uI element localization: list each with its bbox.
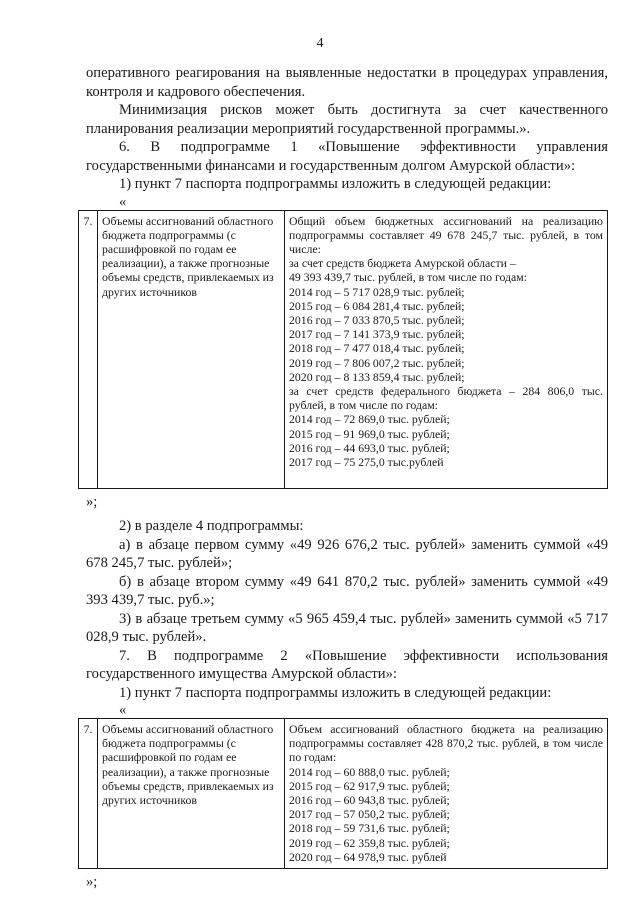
funding-year-line: 2020 год – 8 133 859,4 тыс. рублей; [289, 369, 465, 384]
funding-year-line: 2019 год – 62 359,8 тыс. рублей; [289, 835, 450, 850]
paragraph: оперативного реагирования на выявленные недостатки в процедурах управления, контроля и кадрового обеспечения. [86, 65, 608, 100]
paragraph: Минимизация рисков может быть достигнута за счет качественного планирования реализации мероприятий государственной программы.». [86, 102, 608, 137]
opening-quote: « [119, 702, 127, 718]
funding-year-line: 2016 год – 44 693,0 тыс. рублей; [289, 440, 450, 455]
federal-funding-heading: за счет средств федерального бюджета – 284 806,0 тыс. рублей, в том числе по годам: [289, 383, 603, 413]
page-number: 4 [316, 36, 324, 51]
paragraph: 3) в абзаце третьем сумму «5 965 459,4 тыс. рублей» заменить суммой «5 717 028,9 тыс. рублей». [86, 610, 608, 645]
row-label: Объемы ассигнований областного бюджета подпрограммы (с расшифровкой по годам ее реализации), а также прогнозные объемы средств, привлекаемых из других источников [98, 719, 285, 869]
funding-year-line: 2014 год – 5 717 028,9 тыс. рублей; [289, 284, 465, 299]
funding-year-line: 2016 год – 7 033 870,5 тыс. рублей; [289, 312, 465, 327]
funding-year-line: 2019 год – 7 806 007,2 тыс. рублей; [289, 355, 465, 370]
regional-funding-heading: за счет средств бюджета Амурской области – [289, 256, 516, 271]
funding-year-line: 2015 год – 91 969,0 тыс. рублей; [289, 426, 450, 441]
paragraph: а) в абзаце первом сумму «49 926 676,2 тыс. рублей» заменить суммой «49 678 245,7 тыс. рублей»; [86, 536, 608, 571]
closing-quote: »; [86, 493, 98, 510]
opening-quote: « [119, 193, 127, 210]
funding-cell [285, 210, 608, 488]
funding-intro: Общий объем бюджетных ассигнований на реализацию подпрограммы составляет 49 678 245,7 тыс. рублей, в том числе: [289, 213, 603, 256]
passport-table-subprogram-2 [78, 718, 608, 869]
paragraph: 2) в разделе 4 подпрограммы: [119, 518, 304, 534]
funding-year-line: 2014 год – 60 888,0 тыс. рублей; [289, 764, 450, 779]
funding-year-line: 2016 год – 60 943,8 тыс. рублей; [289, 793, 450, 808]
document-body [83, 64, 608, 898]
passport-table-subprogram-1 [78, 210, 608, 489]
funding-year-line: 2018 год – 7 477 018,4 тыс. рублей; [289, 341, 465, 356]
funding-year-line: 2017 год – 75 275,0 тыс.рублей [289, 454, 444, 469]
funding-cell [285, 719, 608, 869]
row-label: Объемы ассигнований областного бюджета подпрограммы (с расшифровкой по годам ее реализации), а также прогнозные объемы средств, привлекаемых из других источников [98, 210, 285, 488]
funding-year-line: 2020 год – 64 978,9 тыс. рублей [289, 849, 447, 864]
paragraph: 1) пункт 7 паспорта подпрограммы изложить в следующей редакции: [119, 176, 552, 192]
funding-year-line: 2015 год – 6 084 281,4 тыс. рублей; [289, 298, 465, 313]
funding-year-line: 2015 год – 62 917,9 тыс. рублей; [289, 778, 450, 793]
regional-funding-total: 49 393 439,7 тыс. рублей, в том числе по годам: [289, 270, 528, 285]
row-number: 7. [79, 210, 98, 488]
funding-year-line: 2014 год – 72 869,0 тыс. рублей; [289, 412, 450, 427]
paragraph: б) в абзаце втором сумму «49 641 870,2 тыс. рублей» заменить суммой «49 393 439,7 тыс. руб.»; [86, 573, 608, 608]
funding-year-line: 2017 год – 7 141 373,9 тыс. рублей; [289, 327, 465, 342]
funding-year-line: 2017 год – 57 050,2 тыс. рублей; [289, 807, 450, 822]
closing-quote: »; [86, 874, 98, 891]
paragraph: 1) пункт 7 паспорта подпрограммы изложить в следующей редакции: [119, 684, 552, 701]
paragraph: 6. В подпрограмме 1 «Повышение эффективности управления государственными финансами и государственным долгом Амурской области»: [86, 139, 608, 174]
row-number: 7. [79, 719, 98, 869]
paragraph: 7. В подпрограмме 2 «Повышение эффективности использования государственного имущества Амурской области»: [86, 647, 608, 682]
funding-year-line: 2018 год – 59 731,6 тыс. рублей; [289, 821, 450, 836]
funding-intro: Объем ассигнований областного бюджета на реализацию подпрограммы составляет 428 870,2 тыс. рублей, в том числе по годам: [289, 722, 603, 765]
